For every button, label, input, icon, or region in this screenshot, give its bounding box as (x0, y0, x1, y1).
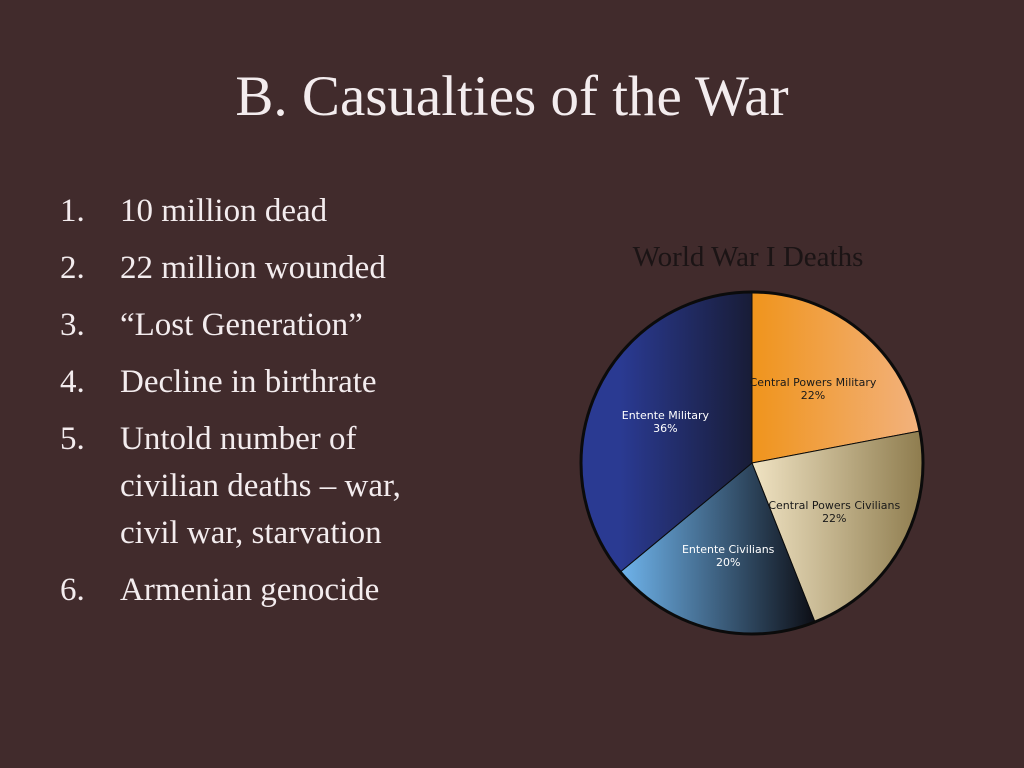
list-item (60, 302, 500, 349)
pie-chart (560, 230, 940, 650)
list-text: Decline in birthrate (120, 364, 377, 400)
list-number: 1. (60, 193, 85, 229)
slice-percent-entente-civilians: 20% (715, 555, 741, 569)
list-text: “Lost Generation” (120, 307, 363, 343)
list-item (60, 188, 500, 235)
list-item (60, 416, 500, 557)
list-text: Armenian genocide (120, 572, 380, 608)
slide-title: B. Casualties of the War (235, 65, 789, 128)
slice-label-central-powers-military: Central Powers Military (749, 376, 877, 390)
slice-label-entente-military: Entente Military (621, 409, 710, 423)
list-text-line: civilian deaths – war, (120, 468, 401, 504)
slice-percent-central-powers-military: 22% (800, 389, 826, 403)
list-number: 6. (60, 572, 85, 608)
list-item (60, 567, 500, 614)
list-number: 5. (60, 421, 85, 457)
slice-percent-central-powers-civilians: 22% (822, 512, 847, 525)
list-item (60, 359, 500, 406)
pie-slices (581, 292, 923, 634)
list-item (60, 245, 500, 292)
list-number: 3. (60, 307, 85, 343)
list-text-line: civil war, starvation (120, 515, 382, 551)
chart-title: World War I Deaths (632, 241, 864, 273)
bullet-list (60, 188, 500, 624)
slice-percent-entente-military: 36% (653, 422, 678, 436)
list-text: 10 million dead (120, 193, 328, 229)
list-number: 4. (60, 364, 85, 400)
list-number: 2. (60, 250, 85, 286)
slice-label-central-powers-civilians: Central Powers Civilians (768, 499, 901, 512)
list-text: 22 million wounded (120, 250, 386, 286)
pie-chart-svg (560, 230, 940, 650)
slice-label-entente-civilians: Entente Civilians (681, 542, 775, 556)
list-text-line: Untold number of (120, 421, 357, 457)
